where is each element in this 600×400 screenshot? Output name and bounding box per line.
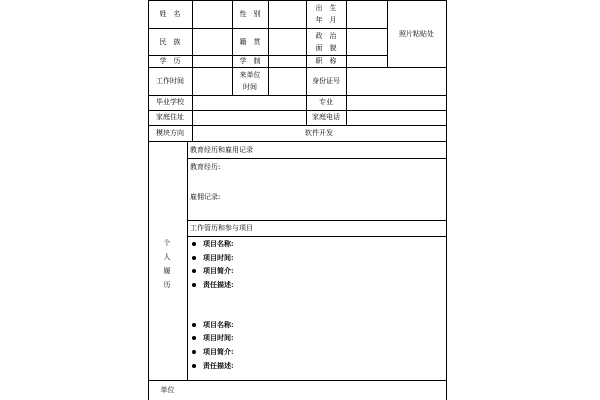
political-label: 政 治: [315, 32, 337, 40]
project-duty-label: 责任描述:: [203, 280, 234, 289]
major-label: 专业: [319, 98, 333, 106]
education-label: 学 历: [159, 57, 181, 65]
bullet-icon: [192, 323, 196, 327]
project-duty-label: 责任描述:: [203, 361, 234, 370]
form-border-right: [446, 0, 447, 400]
name-label: 姓 名: [159, 10, 181, 18]
row-divider: [148, 380, 447, 381]
origin-label: 籍 贯: [239, 38, 261, 46]
project-section-title: 工作管历和参与项目: [190, 224, 253, 232]
bullet-icon: [192, 242, 196, 246]
project-intro-label: 项目简介:: [203, 347, 234, 356]
bullet-icon: [192, 364, 196, 368]
resume-col-divider: [187, 141, 188, 381]
project-intro-label: 项目简介:: [203, 266, 234, 275]
project-time-label: 项目时间:: [203, 333, 234, 342]
worktime-label: 工作时间: [156, 77, 184, 85]
political-label-2: 面 貌: [315, 44, 337, 52]
arrive-label: 来单位: [239, 71, 261, 79]
col-divider: [192, 95, 193, 126]
school-label: 毕业学校: [156, 98, 184, 106]
col-divider: [268, 0, 269, 96]
bullet-icon: [192, 256, 196, 260]
row-divider: [148, 141, 447, 142]
module-label: 模块方向: [156, 129, 184, 137]
hire-label: 雇佣记录:: [190, 193, 221, 201]
project-name-label: 项目名称:: [203, 239, 234, 248]
col-divider: [346, 0, 347, 96]
birth-label: 出 生: [315, 4, 337, 12]
resume-divider: [187, 236, 447, 237]
bullet-icon: [192, 269, 196, 273]
resume-divider: [187, 220, 447, 221]
arrive-label-2: 时间: [243, 83, 257, 91]
bullet-icon: [192, 336, 196, 340]
bullet-icon: [192, 283, 196, 287]
id-label: 身份证号: [312, 77, 340, 85]
edu-section-title: 教育经历和雇用记录: [190, 146, 253, 154]
photo-label: 照片粘贴处: [399, 30, 434, 38]
project-time-label: 项目时间:: [203, 253, 234, 262]
col-divider: [192, 0, 193, 96]
phone-label: 家庭电话: [312, 113, 340, 121]
ethnic-label: 民 族: [159, 38, 181, 46]
title-label: 职 称: [315, 57, 337, 65]
birth-label-2: 年 月: [315, 16, 337, 24]
bullet-icon: [192, 350, 196, 354]
gender-label: 性 别: [239, 10, 261, 18]
module-value: 软件开发: [305, 129, 333, 137]
resume-side-label: 个 人 履 历: [163, 239, 171, 289]
edu-label: 教育经历:: [190, 163, 221, 171]
resume-divider: [187, 158, 447, 159]
col-divider: [346, 95, 347, 126]
project-name-label: 项目名称:: [203, 320, 234, 329]
address-label: 家庭住址: [156, 113, 184, 121]
degree-label: 学 制: [239, 57, 261, 65]
unit-label: 单位: [160, 386, 175, 394]
